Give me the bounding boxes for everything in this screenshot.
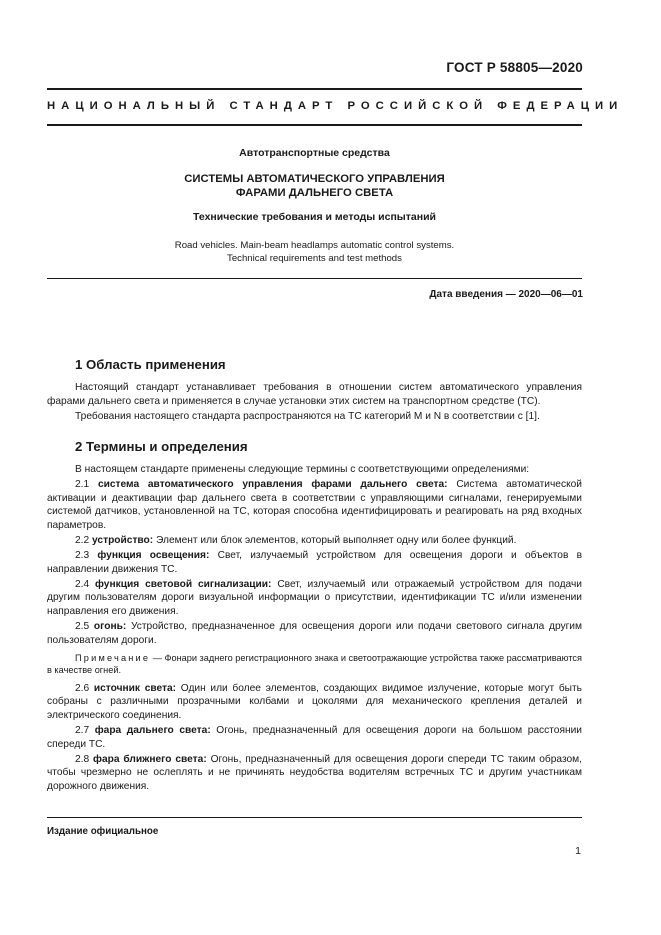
term-name: фара дальнего света:: [94, 724, 211, 736]
section-2-intro: В настоящем стандарте применены следующие термины с соответствующими определениями:: [75, 464, 530, 475]
header-rule-lower: [47, 124, 582, 126]
document-subtitle: Технические требования и методы испытаний: [193, 211, 436, 223]
term-number: 2.2: [75, 534, 92, 546]
section-2-heading: 2 Термины и определения: [75, 439, 248, 454]
footer-rule: [47, 817, 582, 818]
term-definition: Один или более элементов, создающих видимое излучение, которые могут быть собраны с различными прозрачными колбами и цоколями для механического крепления деталей и электрического соединения.: [47, 682, 582, 721]
english-title-line-1: Road vehicles. Main-beam headlamps automatic control systems.: [174, 240, 455, 251]
term-definition: Элемент или блок элементов, который выполняет одну или более функций.: [153, 534, 517, 546]
term-2-5: [47, 620, 582, 647]
english-title: [47, 240, 582, 265]
gost-number: ГОСТ Р 58805—2020: [446, 60, 583, 75]
english-title-line-2: Technical requirements and test methods: [227, 252, 402, 264]
term-name: фара ближнего света:: [93, 753, 207, 765]
note: [47, 652, 582, 676]
term-2-6: [47, 682, 582, 723]
official-edition-label: Издание официальное: [47, 826, 159, 837]
term-name: источник света:: [93, 682, 177, 694]
term-number: 2.8: [75, 753, 94, 765]
term-name: система автоматического управления фарами дальнего света:: [97, 479, 448, 491]
term-2-8: [47, 753, 582, 794]
page-number: 1: [575, 845, 581, 857]
section-1-paragraph-2: Требования настоящего стандарта распространяются на ТС категорий M и N в соответствии с [1].: [75, 410, 540, 422]
term-number: 2.4: [75, 578, 96, 590]
date-of-introduction: Дата введения — 2020—06—01: [429, 289, 583, 300]
term-number: 2.5: [75, 621, 94, 633]
term-number: 2.7: [75, 724, 95, 736]
term-number: 2.1: [75, 479, 98, 491]
term-2-4: [47, 578, 582, 619]
term-definition: Система автоматической активации и деактивации фар дальнего света в соответствии с управляющими сигналами, генерируемыми системой датчиков, установленной на ТС, которая способна идентифицировать и реагировать на ряд входных параметров.: [47, 479, 582, 531]
section-1-body: [47, 381, 582, 423]
subject-line: Автотранспортные средства: [239, 147, 390, 159]
term-name: функция световой сигнализации:: [95, 578, 272, 590]
term-definition: Устройство, предназначенное для освещения дороги или подачи светового сигнала другим пользователям дороги.: [47, 621, 582, 646]
term-definition: Свет, излучаемый или отражаемый устройством для подачи другим пользователям дороги визуальной информации о присутствии, идентификации ТС и/или изменении направления его движения.: [47, 578, 582, 617]
section-2-body: [47, 463, 582, 793]
term-definition: Огонь, предназначенный для освещения дороги на большом расстоянии спереди ТС.: [47, 724, 582, 750]
term-2-7: [47, 724, 582, 751]
term-2-1: [47, 478, 582, 532]
title-line-2: ФАРАМИ ДАЛЬНЕГО СВЕТА: [235, 187, 394, 199]
title-rule: [47, 278, 582, 279]
term-name: устройство:: [92, 534, 154, 546]
term-definition: Огонь, предназначенный для освещения дороги спереди ТС таким образом, чтобы чрезмерно не ослеплять и не причинять неудобства водителям встречных ТС и другим участникам дорожного движения.: [47, 753, 582, 792]
term-2-3: [47, 549, 582, 576]
section-1-heading: 1 Область применения: [75, 357, 226, 372]
term-name: огонь:: [93, 621, 127, 633]
note-label: Примечание: [75, 653, 151, 664]
document-title: [47, 172, 582, 200]
term-number: 2.3: [75, 550, 98, 562]
section-1-paragraph-1: Настоящий стандарт устанавливает требования в отношении систем автоматического управления фарами дальнего света и применяется в случае установки этих систем на транспортном средстве (ТС).: [47, 382, 582, 407]
term-number: 2.6: [75, 682, 94, 694]
term-2-2: [47, 534, 582, 548]
national-standard-title: НАЦИОНАЛЬНЫЙ СТАНДАРТ РОССИЙСКОЙ ФЕДЕРАЦИИ: [47, 100, 624, 112]
term-definition: Свет, излучаемый устройством для освещения дороги и объектов в направлении движения ТС.: [47, 550, 582, 575]
note-text: — Фонари заднего регистрационного знака и светоотражающие устройства также рассматриваются в качестве огней.: [47, 653, 582, 676]
header-rule: [47, 88, 582, 90]
term-name: функция освещения:: [97, 550, 210, 562]
title-line-1: СИСТЕМЫ АВТОМАТИЧЕСКОГО УПРАВЛЕНИЯ: [184, 173, 445, 185]
